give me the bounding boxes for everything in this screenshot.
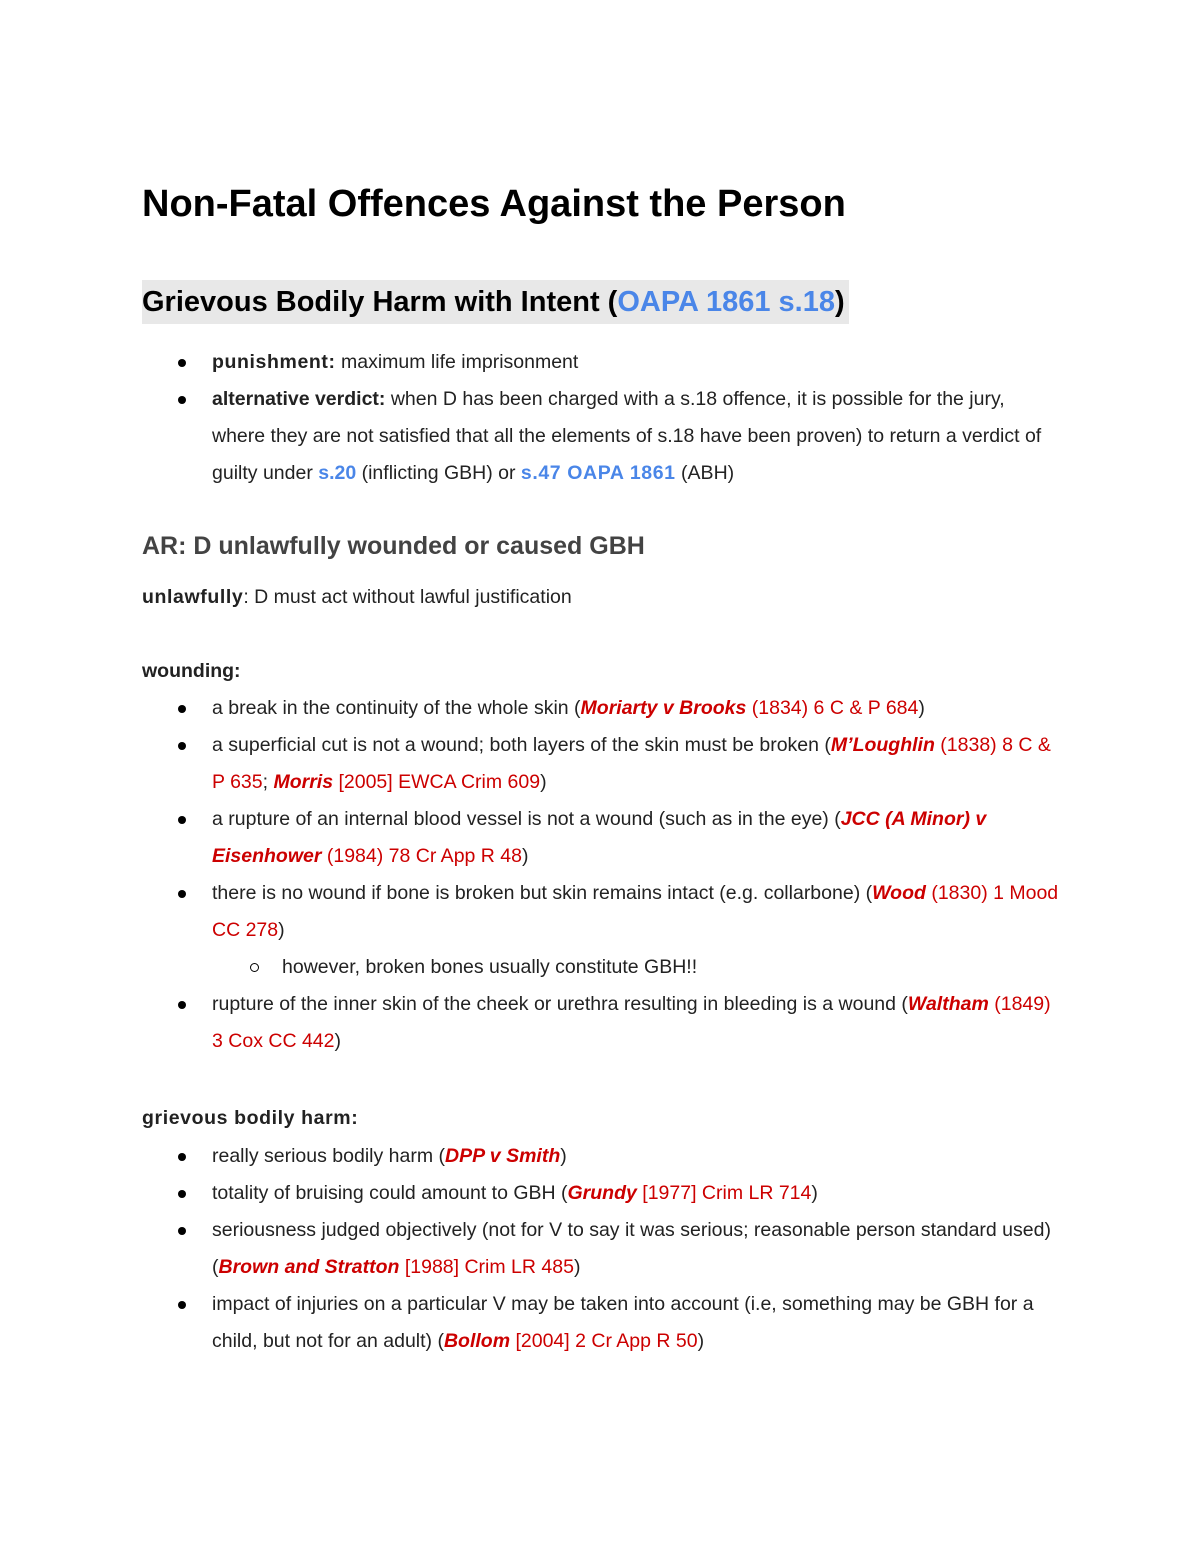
item-text: really serious bodily harm (: [212, 1145, 446, 1167]
case-name: Moriarty v Brooks: [580, 697, 747, 719]
statute-reference: s.20: [318, 462, 357, 484]
gbh-list: [142, 1138, 1062, 1360]
wounding-list: [142, 690, 1062, 1060]
item-text: impact of injuries on a particular V may be taken into account (i.e, something may be GBH for a child, but not for an adult) (: [212, 1293, 1034, 1352]
item-text: seriousness judged objectively (not for V to say it was serious; reasonable person standard used) (: [212, 1219, 1051, 1278]
case-name: M’Loughlin: [830, 734, 935, 756]
case-citation: (1830) 1 Mood CC 278: [212, 882, 1059, 941]
case-citation: (1849) 3 Cox CC 442: [212, 993, 1051, 1052]
list-item: [142, 727, 1062, 801]
item-text: ): [697, 1330, 705, 1352]
item-text: rupture of the inner skin of the cheek or urethra resulting in bleeding is a wound (: [212, 993, 908, 1015]
item-text: a rupture of an internal blood vessel is not a wound (such as in the eye) (: [212, 808, 841, 830]
case-citation: [2004] 2 Cr App R 50: [510, 1330, 698, 1352]
item-text: ): [560, 1145, 567, 1167]
item-text: ): [540, 771, 547, 793]
term-text: : D must act without lawful justification: [243, 586, 572, 608]
list-item: [142, 1175, 1062, 1212]
wounding-label: wounding:: [142, 660, 241, 682]
item-text: ): [522, 845, 529, 867]
bullet-text: when D has been charged with a s.18 offence, it is possible for the jury, where they are not satisfied that all the elements of s.18 have been proven) to return a verdict of guilty under: [212, 388, 1042, 484]
statute-reference: OAPA 1861 s.18: [617, 286, 835, 318]
item-text: ): [811, 1182, 818, 1204]
item-text: a superficial cut is not a wound; both layers of the skin must be broken (: [212, 734, 831, 756]
list-item: [142, 875, 1062, 986]
bullet-text: (inflicting GBH) or: [356, 462, 521, 484]
case-citation: [1977] Crim LR 714: [636, 1182, 812, 1204]
statute-reference: s.47 OAPA 1861: [520, 462, 676, 484]
page-title: Non-Fatal Offences Against the Person: [142, 183, 846, 225]
item-text: a break in the continuity of the whole skin (: [212, 697, 581, 719]
section-heading-close: ): [834, 286, 845, 318]
list-item: [142, 801, 1062, 875]
section-heading-text: Grievous Bodily Harm with Intent (: [142, 286, 618, 318]
case-name: DPP v Smith: [445, 1145, 561, 1167]
case-name: Waltham: [907, 993, 989, 1015]
case-citation: (1984) 78 Cr App R 48: [321, 845, 522, 867]
list-item: [142, 690, 1062, 727]
gbh-label: grievous bodily harm:: [142, 1107, 359, 1129]
case-name: Grundy: [567, 1182, 637, 1204]
case-citation: (1834) 6 C & P 684: [746, 697, 919, 719]
case-name: JCC (A Minor) v Eisenhower: [212, 808, 987, 867]
sub-list: [212, 949, 1062, 986]
list-item: [142, 986, 1062, 1060]
list-item: [142, 1286, 1062, 1360]
list-item: [142, 1212, 1062, 1286]
item-text: totality of bruising could amount to GBH (: [212, 1182, 568, 1204]
bullet-label: alternative verdict:: [212, 388, 386, 410]
case-citation: [2005] EWCA Crim 609: [333, 771, 541, 793]
bullet-text: maximum life imprisonment: [335, 351, 579, 373]
case-name: Morris: [273, 771, 334, 793]
list-item: [142, 381, 1062, 492]
item-text: ): [334, 1030, 341, 1052]
section-heading-gbh-intent: [142, 280, 849, 324]
term-label: unlawfully: [142, 586, 244, 608]
case-citation: [1988] Crim LR 485: [399, 1256, 574, 1278]
list-item: [142, 1138, 1062, 1175]
case-citation: (1838) 8 C & P 635: [212, 734, 1051, 793]
section1-bullet-list: [142, 344, 1062, 492]
sub-list-item: however, broken bones usually constitute GBH!!: [212, 949, 1062, 986]
item-text: ;: [262, 771, 274, 793]
list-item: [142, 344, 1062, 381]
bullet-text: (ABH): [675, 462, 735, 484]
item-text: there is no wound if bone is broken but skin remains intact (e.g. collarbone) (: [212, 882, 873, 904]
case-name: Wood: [872, 882, 926, 904]
item-text: ): [278, 919, 285, 941]
ar-heading: AR: D unlawfully wounded or caused GBH: [142, 532, 645, 560]
unlawfully-definition: [142, 579, 572, 616]
case-name: Brown and Stratton: [218, 1256, 400, 1278]
item-text: ): [918, 697, 925, 719]
case-name: Bollom: [443, 1330, 511, 1352]
bullet-label: punishment:: [212, 351, 336, 373]
item-text: ): [573, 1256, 581, 1278]
